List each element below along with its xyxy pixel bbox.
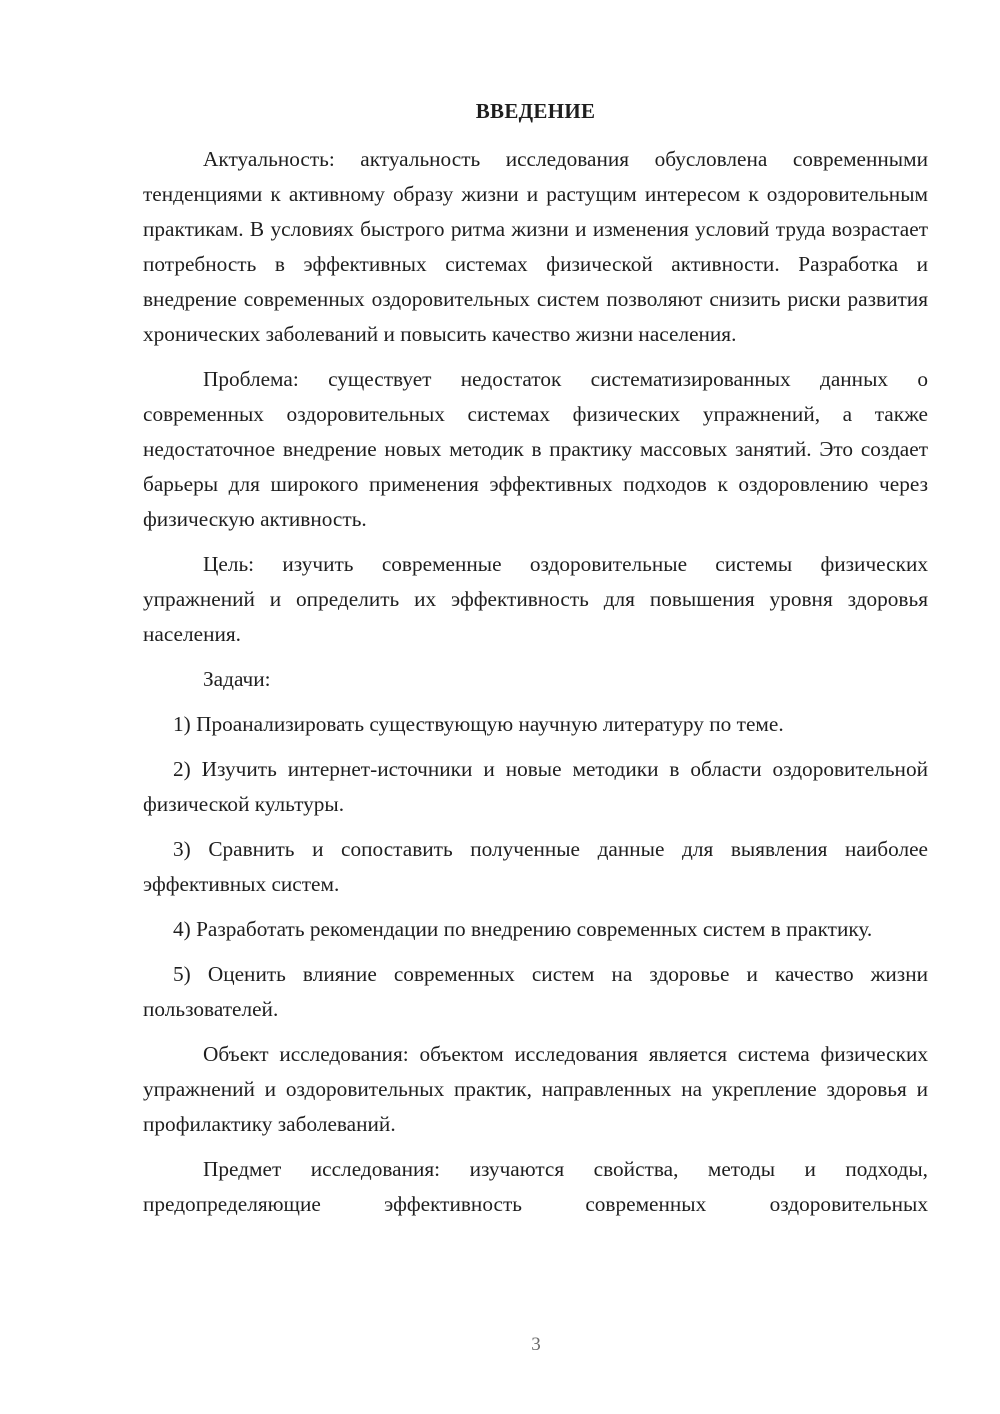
list-item: 3) Сравнить и сопоставить полученные данные для выявления наиболее эффективных систем. <box>143 837 928 896</box>
list-item: 2) Изучить интернет-источники и новые методики в области оздоровительной физической культуры. <box>143 757 928 816</box>
paragraph-goal: Цель: изучить современные оздоровительные системы физических упражнений и определить их эффективность для повышения уровня здоровья населения. <box>143 552 928 646</box>
paragraph-subject: Предмет исследования: изучаются свойства, методы и подходы, предопределяющие эффективность современных оздоровительных <box>143 1157 928 1216</box>
page-title: ВВЕДЕНИЕ <box>475 99 596 123</box>
paragraph-problem: Проблема: существует недостаток систематизированных данных о современных оздоровительных системах физических упражнений, а также недостаточное внедрение новых методик в практику массовых занятий. Это создает барьеры для широкого применения эффективных подходов к оздоровлению через физическую активность. <box>143 367 928 531</box>
page-number: 3 <box>531 1334 541 1355</box>
paragraph-relevance: Актуальность: актуальность исследования обусловлена современными тенденциями к активному образу жизни и растущим интересом к оздоровительным практикам. В условиях быстрого ритма жизни и изменения условий труда возрастает потребность в эффективных системах физической активности. Разработка и внедрение современных оздоровительных систем позволяют снизить риски развития хронических заболеваний и повысить качество жизни населения. <box>143 147 928 346</box>
tasks-label: Задачи: <box>203 667 271 691</box>
list-item: 4) Разработать рекомендации по внедрению современных систем в практику. <box>173 917 873 941</box>
list-item: 1) Проанализировать существующую научную литературу по теме. <box>173 712 784 736</box>
paragraph-object: Объект исследования: объектом исследования является система физических упражнений и оздоровительных практик, направленных на укрепление здоровья и профилактику заболеваний. <box>143 1042 928 1136</box>
list-item: 5) Оценить влияние современных систем на здоровье и качество жизни пользователей. <box>143 962 928 1021</box>
document-body <box>143 142 928 1232</box>
